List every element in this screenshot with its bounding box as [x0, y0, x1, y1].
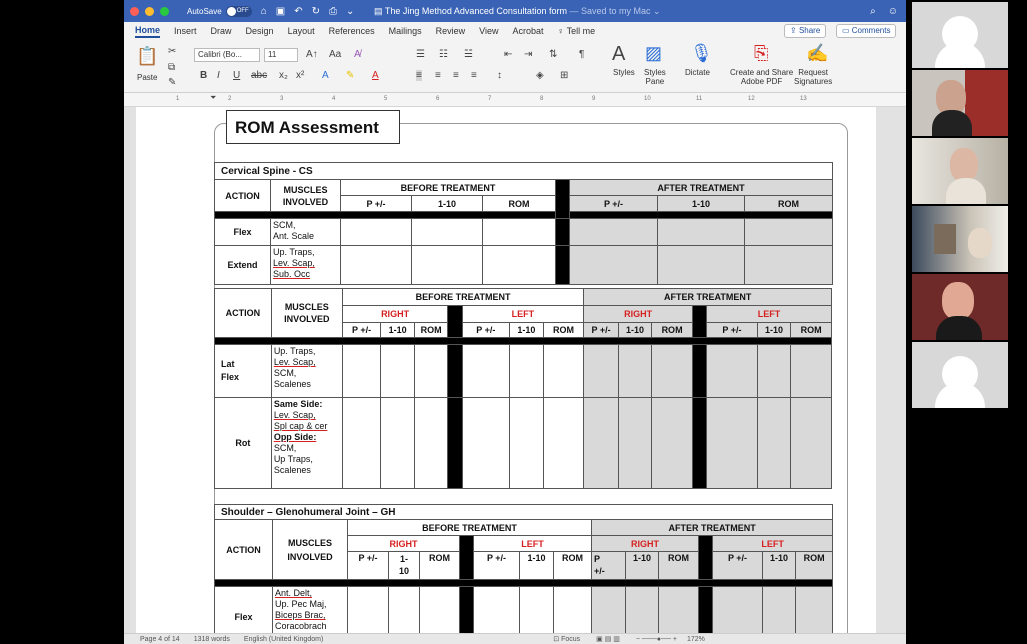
paste-icon[interactable]: 📋	[136, 46, 159, 66]
col-score: 1-10	[763, 552, 796, 580]
col-rom: ROM	[796, 552, 833, 580]
muscles-line1: MUSCLES	[283, 184, 328, 195]
styles-label: Styles	[613, 68, 635, 77]
superscript-icon[interactable]: x²	[296, 70, 305, 81]
divider-bar	[460, 587, 474, 634]
pilcrow-icon[interactable]: ¶	[579, 49, 585, 60]
lightbulb-icon: ♀	[557, 26, 567, 36]
face-icon	[942, 282, 974, 320]
status-bar	[124, 633, 906, 644]
col-score: 1-10	[381, 323, 414, 338]
muscles-header	[273, 520, 348, 580]
col-rom: ROM	[652, 323, 693, 338]
participant-tile[interactable]	[912, 2, 1008, 68]
cell[interactable]	[626, 587, 659, 634]
shading-icon[interactable]: ◈	[536, 70, 544, 81]
action-text: Flex	[221, 372, 240, 382]
styles-pane-label	[644, 68, 666, 86]
styles-icon[interactable]: A	[612, 43, 626, 65]
cell[interactable]	[554, 587, 592, 634]
ruler-mark: 1	[176, 96, 180, 102]
cell[interactable]	[543, 345, 584, 398]
create-share-line1: Create and Share	[730, 68, 794, 77]
share-icon: ⇪	[790, 26, 799, 35]
zoom-slider[interactable]: − ───●── +	[635, 635, 677, 643]
share-label: Share	[798, 26, 821, 35]
muscle-text: Sub. Occ	[273, 269, 311, 279]
styles-pane-icon[interactable]: ▨	[645, 43, 663, 63]
ruler-mark: 12	[748, 96, 755, 102]
after-treatment-header: AFTER TREATMENT	[592, 520, 833, 536]
language-status[interactable]: English (United Kingdom)	[243, 635, 324, 643]
underline-icon[interactable]: U	[233, 70, 241, 81]
user-icon[interactable]: ☺	[887, 5, 898, 17]
cell[interactable]	[483, 246, 556, 285]
divider-bar	[460, 536, 474, 580]
col-score	[389, 552, 420, 580]
align-left-icon[interactable]: ≡	[416, 70, 422, 81]
ruler-mark: 2	[228, 96, 232, 102]
cell[interactable]	[791, 398, 832, 489]
col-score: 1-10	[412, 196, 483, 212]
muscles-header	[271, 180, 341, 212]
muscles-line1: MUSCLES	[287, 537, 332, 548]
avatar-body-icon	[935, 382, 985, 408]
cell[interactable]	[707, 398, 758, 489]
tab-home[interactable]: Home	[135, 25, 160, 38]
left-header: LEFT	[462, 306, 584, 323]
col-rom: ROM	[554, 552, 592, 580]
dictate-label: Dictate	[685, 68, 710, 77]
cell[interactable]	[618, 345, 651, 398]
page-count[interactable]: Page 4 of 14	[140, 635, 180, 643]
avatar-body-icon	[935, 42, 985, 68]
cell[interactable]	[707, 345, 758, 398]
cell[interactable]	[652, 345, 693, 398]
col-p: P +/-	[570, 196, 658, 212]
copy-icon[interactable]: ⧉	[168, 62, 176, 73]
doc-title-text: The Jing Method Advanced Consultation form	[384, 5, 567, 16]
col-score: 1-10	[520, 552, 554, 580]
increase-indent-icon[interactable]: ⇥	[524, 49, 533, 60]
tab-design[interactable]: Design	[245, 26, 274, 36]
col-p-line1: P	[594, 554, 601, 564]
highlight-icon[interactable]: ✎	[346, 70, 355, 81]
cell[interactable]	[342, 345, 381, 398]
sort-icon[interactable]: ⇅	[549, 49, 558, 60]
create-share-line2: Adobe PDF	[740, 77, 783, 86]
customize-icon[interactable]: ⌄	[345, 5, 355, 17]
muscle-text: Scalenes	[273, 379, 311, 389]
indent-marker-icon[interactable]: ⏷	[210, 93, 217, 102]
participant-tile[interactable]	[912, 342, 1008, 408]
cell[interactable]	[412, 246, 483, 285]
gh-table	[214, 504, 833, 633]
microphone-icon[interactable]: 🎙	[690, 43, 713, 63]
ruler-mark: 10	[644, 96, 651, 102]
search-icon[interactable]: ⌕	[870, 5, 876, 17]
col-rom: ROM	[420, 552, 460, 580]
font-color-icon[interactable]: A	[372, 70, 379, 81]
bold-icon[interactable]: B	[200, 70, 208, 81]
participant-video[interactable]	[912, 70, 1008, 136]
ruler-mark: 4	[332, 96, 336, 102]
after-treatment-header: AFTER TREATMENT	[570, 180, 833, 196]
divider-bar	[448, 345, 462, 398]
save-icon[interactable]: ▣	[275, 5, 286, 17]
action-text: Lat	[221, 359, 235, 369]
muscle-text: Up. Traps,	[273, 346, 316, 356]
justify-icon[interactable]: ≡	[471, 70, 477, 81]
after-treatment-header: AFTER TREATMENT	[584, 289, 832, 306]
col-rom: ROM	[543, 323, 584, 338]
decrease-indent-icon[interactable]: ⇤	[504, 49, 513, 60]
action-rot: Rot	[215, 398, 272, 489]
muscle-text: SCM,	[273, 220, 296, 230]
before-treatment-header: BEFORE TREATMENT	[342, 289, 584, 306]
autosave-toggle[interactable]: OFF	[226, 6, 252, 17]
cell[interactable]	[570, 219, 658, 246]
share-button[interactable]	[784, 24, 826, 38]
cell[interactable]	[757, 398, 790, 489]
zoom-window-button[interactable]	[160, 7, 169, 16]
cell[interactable]	[510, 398, 543, 489]
muscle-text: Lev. Scap,	[273, 357, 316, 367]
italic-icon[interactable]: I	[217, 70, 220, 81]
left-header: LEFT	[713, 536, 833, 552]
right-header: RIGHT	[342, 306, 447, 323]
subscript-icon[interactable]: x₂	[279, 70, 288, 81]
muscle-text: Coracobrach	[275, 621, 327, 631]
font-name-select[interactable]: Calibri (Bo...	[194, 48, 260, 62]
title-bar	[124, 0, 906, 22]
col-p: P +/-	[462, 323, 510, 338]
cell[interactable]	[745, 219, 833, 246]
action-lat-flex	[215, 345, 272, 398]
tab-mailings[interactable]: Mailings	[388, 26, 422, 36]
ruler-mark: 11	[696, 96, 703, 102]
action-header: ACTION	[215, 289, 272, 338]
styles-pane-line1: Styles	[644, 68, 666, 77]
action-header: ACTION	[215, 520, 273, 580]
left-header: LEFT	[707, 306, 832, 323]
comments-button[interactable]	[836, 24, 896, 38]
cell[interactable]	[474, 587, 520, 634]
cell[interactable]	[763, 587, 796, 634]
col-rom: ROM	[659, 552, 699, 580]
muscle-text: SCM,	[273, 368, 297, 378]
cell[interactable]	[414, 345, 447, 398]
comment-icon: ▭	[842, 26, 852, 35]
col-score: 1-10	[626, 552, 659, 580]
col-score: 1-10	[510, 323, 543, 338]
numbering-icon[interactable]: ☷	[439, 49, 448, 60]
col-score: 1-10	[658, 196, 745, 212]
col-p: P +/-	[584, 323, 618, 338]
before-treatment-header: BEFORE TREATMENT	[341, 180, 556, 196]
adobe-pdf-icon[interactable]: ⎘	[754, 43, 769, 63]
clear-format-icon[interactable]: A̸	[354, 49, 361, 60]
ribbon-home	[124, 40, 906, 93]
document-title	[374, 6, 661, 17]
tab-view[interactable]: View	[479, 26, 499, 36]
word-count[interactable]: 1318 words	[193, 635, 230, 643]
divider-bar	[448, 306, 462, 338]
tab-acrobat[interactable]: Acrobat	[512, 26, 544, 36]
col-rom: ROM	[791, 323, 832, 338]
cell[interactable]	[412, 219, 483, 246]
align-right-icon[interactable]: ≡	[453, 70, 459, 81]
muscle-text: Up Traps,	[273, 454, 313, 464]
cs-table-2	[214, 288, 832, 489]
increase-font-icon[interactable]: A↑	[306, 49, 318, 60]
col-p: P +/-	[341, 196, 412, 212]
cell[interactable]	[713, 587, 763, 634]
close-window-button[interactable]	[130, 7, 139, 16]
muscles-rot	[271, 398, 342, 489]
muscles-extend	[271, 246, 341, 285]
focus-label: Focus	[561, 636, 581, 643]
cell[interactable]	[483, 219, 556, 246]
shoulders-icon	[936, 316, 982, 340]
muscle-text: Lev. Scap,	[273, 410, 316, 420]
action-flex: Flex	[215, 219, 271, 246]
shoulders-icon	[932, 110, 972, 136]
tab-review[interactable]: Review	[435, 26, 466, 36]
face-icon	[950, 148, 978, 182]
cell[interactable]	[389, 587, 420, 634]
col-rom: ROM	[414, 323, 447, 338]
request-sig-line1: Request	[798, 68, 829, 77]
cell[interactable]	[381, 345, 414, 398]
rot-opp-label: Opp Side:	[273, 432, 317, 442]
cell[interactable]	[462, 345, 510, 398]
divider-bar	[692, 345, 706, 398]
line-spacing-icon[interactable]: ↕	[497, 70, 502, 81]
document-area[interactable]	[124, 107, 906, 633]
paste-label: Paste	[137, 73, 158, 82]
redo-icon[interactable]: ↻	[311, 5, 320, 17]
cell[interactable]	[342, 398, 381, 489]
col-rom: ROM	[745, 196, 833, 212]
muscle-text: Ant. Scale	[273, 231, 315, 241]
muscle-text: Up. Pec Maj,	[275, 599, 327, 609]
request-sig-line2: Signatures	[794, 77, 833, 86]
minimize-window-button[interactable]	[145, 7, 154, 16]
font-size-select[interactable]: 11	[264, 48, 298, 62]
cs-table-1	[214, 162, 833, 285]
muscles-lat-flex	[271, 345, 342, 398]
left-header: LEFT	[474, 536, 592, 552]
signature-icon[interactable]: ✍	[806, 43, 829, 63]
cell[interactable]	[584, 345, 618, 398]
col-p: P +/-	[707, 323, 758, 338]
rot-same-label: Same Side:	[273, 399, 323, 409]
muscle-text: Lev. Scap,	[273, 258, 315, 268]
col-score-line1: 1-	[399, 554, 408, 564]
participant-video[interactable]	[912, 206, 1008, 272]
muscles-line1: MUSCLES	[284, 302, 329, 312]
cell[interactable]	[659, 587, 699, 634]
muscle-text: Ant. Delt,	[275, 588, 313, 598]
gh-section-title: Shoulder – Glenohumeral Joint – GH	[215, 505, 833, 520]
action-gh-flex: Flex	[215, 587, 273, 634]
comments-label: Comments	[851, 26, 891, 35]
divider-bar	[556, 219, 570, 246]
col-p: P +/-	[713, 552, 763, 580]
undo-icon[interactable]: ↶	[294, 5, 303, 17]
tab-layout[interactable]: Layout	[287, 26, 315, 36]
view-buttons[interactable]: ▣ ▤ ▥	[596, 636, 620, 643]
col-p	[592, 552, 626, 580]
muscles-flex	[271, 219, 341, 246]
cell[interactable]	[745, 246, 833, 285]
cell[interactable]	[381, 398, 414, 489]
col-p-line2: +/-	[594, 566, 605, 576]
divider-bar	[692, 306, 706, 338]
before-treatment-header: BEFORE TREATMENT	[348, 520, 592, 536]
col-score-line2: 10	[398, 566, 409, 576]
format-painter-icon[interactable]: ✎	[168, 77, 177, 88]
cell[interactable]	[652, 398, 693, 489]
divider-bar	[556, 180, 570, 219]
divider-bar	[699, 536, 713, 580]
muscles-line2: INVOLVED	[282, 196, 329, 207]
focus-button[interactable]	[553, 635, 580, 643]
divider-bar	[692, 398, 706, 489]
col-rom: ROM	[483, 196, 556, 212]
muscle-text: Scalenes	[273, 465, 311, 475]
home-icon[interactable]: ⌂	[260, 5, 267, 17]
participant-panel	[912, 0, 1008, 410]
cell[interactable]	[462, 398, 510, 489]
action-extend: Extend	[215, 246, 271, 285]
shelf-icon	[934, 224, 956, 254]
borders-icon[interactable]: ⊞	[560, 70, 569, 81]
cell[interactable]	[658, 219, 745, 246]
muscle-text: SCM,	[273, 443, 297, 453]
word-window	[124, 0, 906, 644]
muscle-text: Spl cap & cer	[273, 421, 328, 431]
create-share-label	[730, 68, 793, 86]
muscles-line2: INVOLVED	[287, 551, 333, 562]
cell[interactable]	[341, 246, 412, 285]
tab-insert[interactable]: Insert	[174, 26, 197, 36]
tab-draw[interactable]: Draw	[210, 26, 232, 36]
zoom-level[interactable]: 172%	[686, 635, 705, 643]
doc-icon: ▤	[374, 5, 385, 16]
cut-icon[interactable]: ✂	[168, 46, 177, 57]
muscles-header	[271, 289, 342, 338]
doc-status: — Saved to my Mac ⌄	[569, 5, 661, 16]
multilevel-icon[interactable]: ☱	[464, 49, 473, 60]
ruler-mark: 3	[280, 96, 284, 102]
tell-me-search[interactable]	[558, 26, 596, 36]
cs-section-title: Cervical Spine - CS	[215, 163, 833, 180]
cell[interactable]	[757, 345, 790, 398]
action-header: ACTION	[215, 180, 271, 212]
bullets-icon[interactable]: ☰	[416, 49, 425, 60]
cell[interactable]	[570, 246, 658, 285]
divider-bar	[699, 587, 713, 634]
divider-bar	[448, 398, 462, 489]
page-title: ROM Assessment	[226, 110, 400, 144]
font-case-icon[interactable]: Aa	[329, 49, 342, 60]
col-score: 1-10	[757, 323, 790, 338]
right-header: RIGHT	[348, 536, 460, 552]
document-page[interactable]	[136, 107, 876, 633]
align-center-icon[interactable]: ≡	[435, 70, 441, 81]
cell[interactable]	[510, 345, 543, 398]
muscles-line2: INVOLVED	[284, 314, 330, 324]
ruler-mark: 7	[488, 96, 492, 102]
cell[interactable]	[341, 219, 412, 246]
ruler-mark: 6	[436, 96, 440, 102]
ruler-mark: 8	[540, 96, 544, 102]
autosave-label: AutoSave	[187, 6, 222, 16]
cell[interactable]	[791, 345, 832, 398]
ruler-mark: 13	[800, 96, 807, 102]
styles-pane-line2: Pane	[645, 77, 665, 86]
muscle-text: Biceps Brac,	[275, 610, 326, 620]
participant-video[interactable]	[912, 138, 1008, 204]
cell[interactable]	[520, 587, 554, 634]
col-p: P +/-	[342, 323, 381, 338]
cell[interactable]	[796, 587, 833, 634]
muscles-gh-flex	[273, 587, 348, 634]
cell[interactable]	[543, 398, 584, 489]
text-effects-icon[interactable]: A	[322, 70, 329, 81]
muscle-text: Up. Traps,	[273, 247, 315, 257]
col-p: P +/-	[474, 552, 520, 580]
request-sig-label	[794, 68, 832, 86]
col-score: 1-10	[618, 323, 651, 338]
right-header: RIGHT	[592, 536, 699, 552]
cell[interactable]	[420, 587, 460, 634]
ribbon-tabs	[124, 22, 906, 40]
print-icon[interactable]: ⎙	[328, 5, 337, 17]
tab-references[interactable]: References	[328, 26, 375, 36]
focus-icon: ⊡	[553, 636, 562, 643]
cell[interactable]	[414, 398, 447, 489]
cell[interactable]	[658, 246, 745, 285]
cell[interactable]	[618, 398, 651, 489]
cell[interactable]	[584, 398, 618, 489]
ruler-mark: 5	[384, 96, 388, 102]
face-icon	[968, 228, 992, 258]
tell-me-label: Tell me	[566, 26, 596, 36]
ruler-mark: 9	[592, 96, 596, 102]
strikethrough-icon[interactable]: abc	[251, 70, 268, 81]
divider-bar	[556, 246, 570, 285]
shoulders-icon	[946, 178, 986, 204]
participant-video[interactable]	[912, 274, 1008, 340]
cell[interactable]	[348, 587, 389, 634]
cell[interactable]	[592, 587, 626, 634]
right-header: RIGHT	[584, 306, 693, 323]
ruler[interactable]	[124, 93, 906, 107]
col-p: P +/-	[348, 552, 389, 580]
